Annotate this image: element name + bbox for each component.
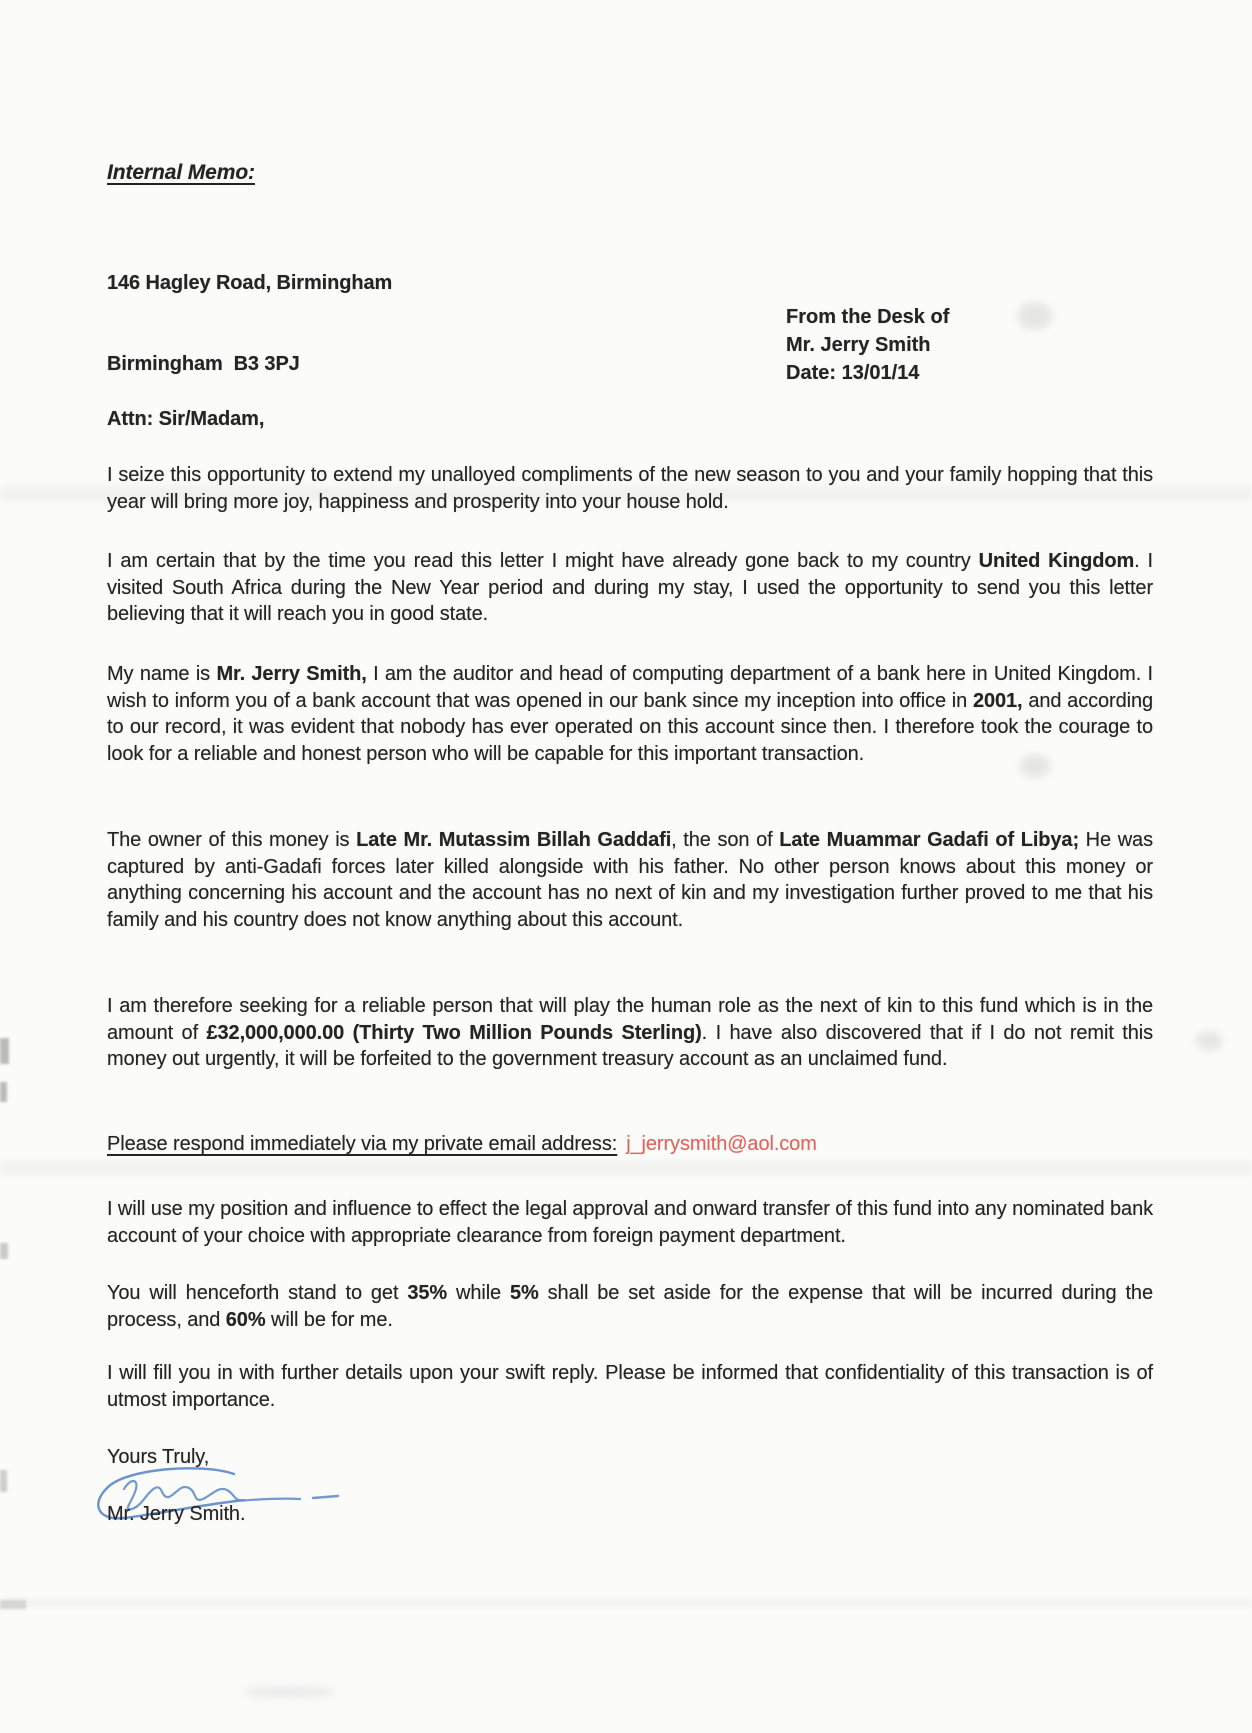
salutation: Attn: Sir/Madam,: [107, 408, 265, 430]
bold-father-name: Late Muammar Gadafi of Libya;: [779, 829, 1080, 851]
paragraph-text: will be for me.: [265, 1308, 393, 1331]
paragraph-text: I am the auditor and head of computing department of a bank here in United Kingdom. I wish to inform you of a bank account that was opened in our bank since my inception into office in: [107, 663, 1153, 712]
paragraph-introduction: [107, 661, 1153, 767]
bold-owner-name: Late Mr. Mutassim Billah Gaddafi: [356, 829, 672, 851]
paragraph-confidentiality: [107, 1360, 1153, 1413]
memo-title: Internal Memo:: [107, 161, 255, 184]
bold-percent-5: 5%: [510, 1282, 539, 1304]
bold-united-kingdom: United Kingdom: [978, 550, 1135, 572]
sender-address: [107, 216, 1153, 432]
paragraph-text: I will fill you in with further details upon your swift reply. Please be informed that confidentiality of this transaction is of utmost importance.: [107, 1362, 1153, 1411]
paragraph-text: I will use my position and influence to effect the legal approval and onward transfer of this fund into any nominated bank account of your choice with appropriate clearance from foreign payment department.: [107, 1198, 1153, 1247]
paragraph-text: while: [447, 1282, 510, 1304]
paragraph-text: He was captured by anti-Gadafi forces later killed alongside with his father. No other person knows about this money or anything concerning his account and the account has no next of kin and my investigation further proved to me that his family and his country does not know anything about this account.: [107, 829, 1153, 931]
paragraph-text: . I have also discovered that if I do not remit this money out urgently, it will be forfeited to the government treasury account as an unclaimed fund.: [107, 1021, 1153, 1071]
address-line-2: Birmingham B3 3PJ: [107, 353, 300, 375]
paragraph-text: My name is: [107, 663, 217, 685]
from-desk-date: Date: 13/01/14: [786, 362, 920, 384]
from-desk-block: [786, 303, 949, 387]
paragraph-split: [107, 1280, 1153, 1333]
bold-percent-35: 35%: [407, 1282, 448, 1304]
paragraph-amount: [107, 993, 1153, 1073]
bold-sender-name: Mr. Jerry Smith,: [216, 663, 367, 685]
email-address: j_jerrysmith@aol.com: [626, 1133, 817, 1155]
paragraph-text: . I visited South Africa during the New Year period and during my stay, I used the opportunity to send you this letter believing that it will reach you in good state.: [107, 550, 1153, 626]
scan-edge-mark: [0, 1243, 8, 1259]
paragraph-text: I am certain that by the time you read this letter I might have already gone back to my country: [107, 550, 979, 572]
scan-edge-mark: [0, 1470, 7, 1492]
paragraph-text: The owner of this money is: [107, 829, 357, 851]
scan-streak: [0, 1160, 1252, 1176]
scan-edge-mark: [0, 1038, 9, 1064]
paragraph-owner: [107, 827, 1153, 933]
paragraph-text: I am therefore seeking for a reliable person that will play the human role as the next of kin to this fund which is in the amount of: [107, 995, 1153, 1044]
scan-smudge: [244, 1686, 334, 1698]
paragraph-text: You will henceforth stand to get: [107, 1282, 408, 1304]
address-line-1: 146 Hagley Road, Birmingham: [107, 272, 393, 294]
scan-edge-mark: [0, 1082, 7, 1102]
paragraph-greeting: [107, 462, 1153, 515]
from-desk-line: From the Desk of: [786, 306, 950, 328]
paragraph-text: I seize this opportunity to extend my unalloyed compliments of the new season to you and your family hopping that this year will bring more joy, happiness and prosperity into your house hold.: [107, 464, 1153, 513]
paragraph-text: and according to our record, it was evident that nobody has ever operated on this account since then. I therefore took the courage to look for a reliable and honest person who will be capable for this important transaction.: [107, 689, 1153, 765]
scan-smudge: [1196, 1032, 1222, 1050]
email-request-label: Please respond immediately via my private email address:: [107, 1133, 618, 1155]
email-request-line: [107, 1131, 1153, 1158]
closing-line: Yours Truly,: [107, 1446, 210, 1468]
paragraph-text: shall be set aside for the expense that will be incurred during the process, and: [107, 1282, 1153, 1331]
scan-streak: [0, 1598, 1252, 1608]
signatory-name: Mr. Jerry Smith.: [107, 1503, 246, 1525]
paragraph-text: , the son of: [671, 829, 780, 851]
bold-amount: £32,000,000.00 (Thirty Two Million Pounds Sterling): [206, 1021, 702, 1044]
bold-year: 2001,: [972, 689, 1023, 712]
paragraph-transfer: [107, 1196, 1153, 1249]
from-desk-name: Mr. Jerry Smith: [786, 334, 931, 356]
paragraph-country: [107, 548, 1153, 628]
bold-percent-60: 60%: [225, 1308, 266, 1331]
scan-edge-mark: [0, 1600, 26, 1609]
